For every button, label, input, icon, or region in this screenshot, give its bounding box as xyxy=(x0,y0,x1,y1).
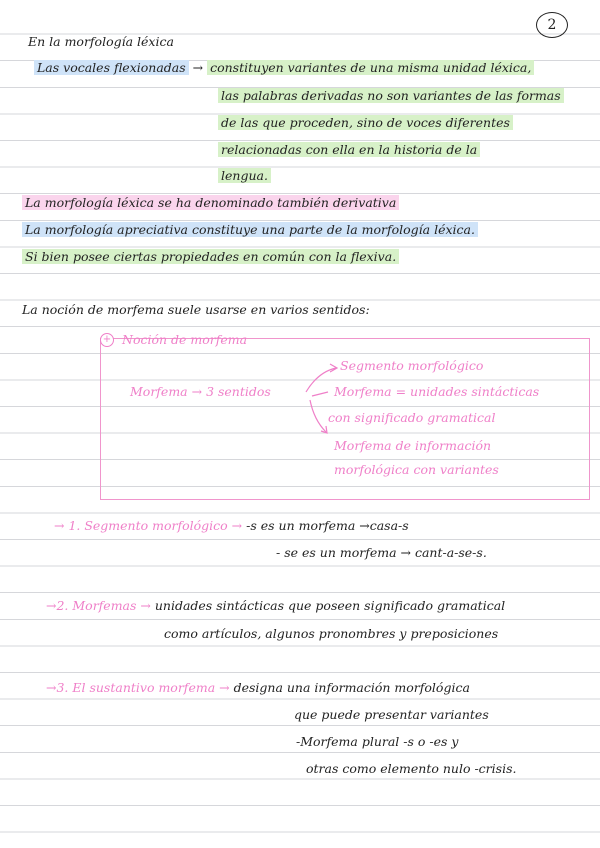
sense-2: Morfema = unidades sintácticas xyxy=(334,384,540,399)
item2-first-line xyxy=(46,598,505,614)
block1-line-1: constituyen variantes de una misma unidad léxica, xyxy=(207,60,534,75)
block1-line-3: de las que proceden, sino de voces diferentes xyxy=(218,115,513,131)
block2-line-1: La morfología léxica se ha denominado también derivativa xyxy=(22,195,399,211)
item2-line-2: como artículos, algunos pronombres y preposiciones xyxy=(164,626,499,641)
sense-3: con significado gramatical xyxy=(328,410,496,425)
item1-label: → 1. Segmento morfológico → xyxy=(54,518,243,533)
block1-line-2: las palabras derivadas no son variantes de las formas xyxy=(218,88,564,104)
item1-line-2: - se es un morfema → cant-a-se-s. xyxy=(276,545,487,560)
item3-label: →3. El sustantivo morfema → xyxy=(46,680,230,695)
box-title: Noción de morfema xyxy=(122,332,248,347)
heading: En la morfología léxica xyxy=(28,34,174,49)
block1-line-5: lengua. xyxy=(218,168,271,184)
lead-term-highlight: Las vocales flexionadas xyxy=(34,60,189,75)
sense-5: morfológica con variantes xyxy=(334,462,499,477)
box-term-arrow: → 3 sentidos xyxy=(191,384,271,399)
intro-line: La noción de morfema suele usarse en varios sentidos: xyxy=(22,302,370,317)
item3-line-1: designa una información morfológica xyxy=(233,680,470,695)
sense-4: Morfema de información xyxy=(334,438,492,453)
item2-line-1: unidades sintácticas que poseen significado gramatical xyxy=(154,598,506,613)
block2-line-2: La morfología apreciativa constituye una parte de la morfología léxica. xyxy=(22,222,478,238)
item3-first-line xyxy=(46,680,470,696)
page-number: 2 xyxy=(536,12,568,38)
item1-line-1: -s es un morfema →casa-s xyxy=(246,518,409,533)
plus-circle-icon: + xyxy=(100,333,114,347)
sense-1: Segmento morfológico xyxy=(340,358,484,373)
item3-line-3: -Morfema plural -s o -es y xyxy=(296,734,459,749)
block2-line-3: Si bien posee ciertas propiedades en común con la flexiva. xyxy=(22,249,399,265)
block1-line-4: relacionadas con ella en la historia de la xyxy=(218,142,480,158)
item3-line-4: otras como elemento nulo -crisis. xyxy=(306,761,517,776)
arrow: → xyxy=(192,60,204,75)
item2-label: →2. Morfemas → xyxy=(46,598,151,613)
box-term-word: Morfema xyxy=(130,384,188,399)
item1-first-line xyxy=(54,518,409,534)
item3-line-2: que puede presentar variantes xyxy=(294,707,489,722)
